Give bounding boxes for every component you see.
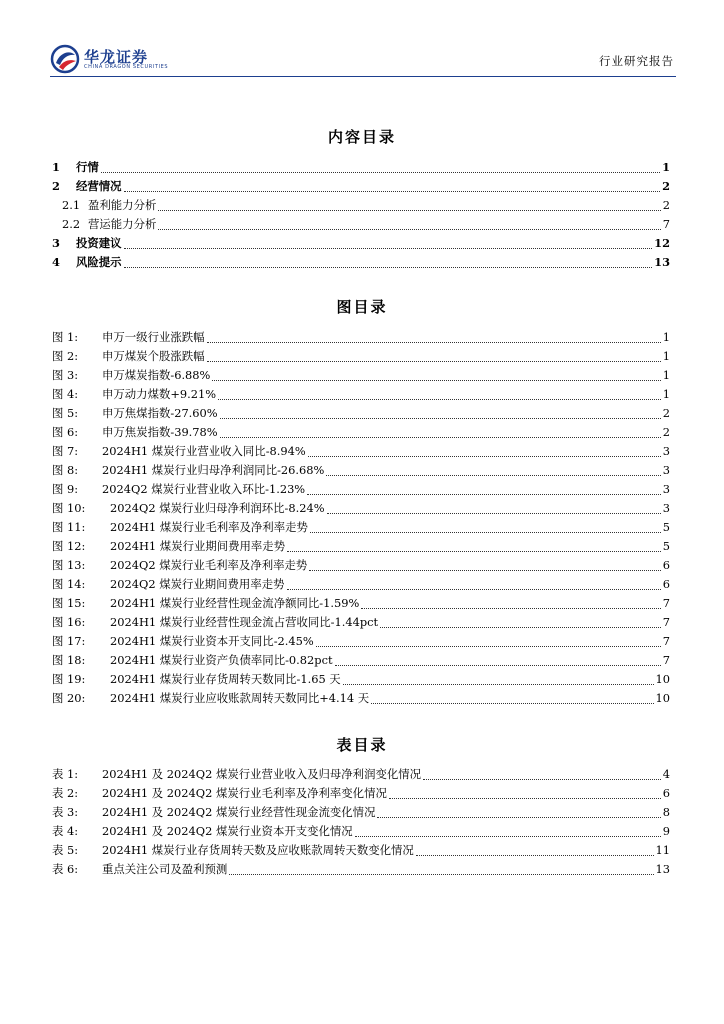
contents-item-label: 盈利能力分析 — [88, 198, 157, 212]
contents-item-number: 2.2 — [62, 217, 81, 231]
figure-page: 1 — [662, 387, 670, 401]
leader-dots — [220, 418, 661, 419]
contents-item-2[interactable] — [52, 180, 670, 193]
table-number: 表 5: — [52, 843, 79, 857]
figure-entry[interactable] — [52, 445, 670, 458]
figure-entry[interactable] — [52, 483, 670, 496]
figure-number: 图 16: — [52, 615, 86, 629]
table-label: 重点关注公司及盈利预测 — [102, 862, 228, 876]
contents-title: 内容目录 — [327, 128, 396, 146]
figure-page: 7 — [662, 615, 670, 629]
figure-page: 10 — [655, 672, 670, 686]
leader-dots — [287, 589, 661, 590]
table-page: 8 — [662, 805, 670, 819]
tables-title: 表目录 — [336, 736, 388, 754]
figure-page: 3 — [662, 501, 670, 515]
table-entry[interactable] — [52, 787, 670, 800]
contents-item-page: 2 — [662, 198, 670, 212]
figure-page: 7 — [662, 653, 670, 667]
leader-dots — [361, 608, 660, 609]
figure-number: 图 8: — [52, 463, 79, 477]
contents-list — [52, 161, 670, 269]
leader-dots — [212, 380, 660, 381]
contents-item-2-1[interactable] — [52, 199, 670, 212]
table-entry[interactable] — [52, 768, 670, 781]
figure-number: 图 6: — [52, 425, 79, 439]
figure-number: 图 3: — [52, 368, 79, 382]
table-number: 表 4: — [52, 824, 79, 838]
figure-page: 1 — [662, 368, 670, 382]
figure-number: 图 15: — [52, 596, 86, 610]
figure-label: 2024Q2 煤炭行业营业收入环比-1.23% — [102, 482, 306, 496]
figure-page: 3 — [662, 463, 670, 477]
figure-page: 10 — [655, 691, 670, 705]
figure-label: 2024Q2 煤炭行业毛利率及净利率走势 — [110, 558, 308, 572]
figure-label: 2024H1 煤炭行业期间费用率走势 — [110, 539, 286, 553]
contents-item-4[interactable] — [52, 256, 670, 269]
leader-dots — [229, 874, 653, 875]
leader-dots — [207, 361, 661, 362]
table-entry[interactable] — [52, 863, 670, 876]
figure-entry[interactable] — [52, 331, 670, 344]
leader-dots — [124, 267, 653, 268]
figure-label: 申万一级行业涨跌幅 — [102, 330, 205, 344]
figure-label: 申万煤炭指数-6.88% — [102, 368, 211, 382]
leader-dots — [307, 494, 661, 495]
figure-page: 7 — [662, 596, 670, 610]
figure-label: 2024H1 煤炭行业资产负债率同比-0.82pct — [110, 653, 333, 667]
figure-entry[interactable] — [52, 407, 670, 420]
figure-number: 图 7: — [52, 444, 79, 458]
figure-page: 3 — [662, 482, 670, 496]
leader-dots — [309, 570, 660, 571]
contents-item-1[interactable] — [52, 161, 670, 174]
contents-item-page: 1 — [662, 160, 670, 174]
table-label: 2024H1 及 2024Q2 煤炭行业营业收入及归母净利润变化情况 — [102, 767, 422, 781]
figures-title: 图目录 — [336, 298, 388, 316]
figure-number: 图 1: — [52, 330, 79, 344]
figure-page: 6 — [662, 577, 670, 591]
figure-entry[interactable] — [52, 692, 670, 705]
figure-number: 图 11: — [52, 520, 86, 534]
contents-item-number: 1 — [52, 160, 60, 174]
page-header — [50, 42, 676, 74]
figure-entry[interactable] — [52, 597, 670, 610]
table-page: 9 — [662, 824, 670, 838]
figure-entry[interactable] — [52, 616, 670, 629]
contents-item-3[interactable] — [52, 237, 670, 250]
figure-label: 申万焦炭指数-39.78% — [102, 425, 218, 439]
figure-entry[interactable] — [52, 559, 670, 572]
figure-entry[interactable] — [52, 464, 670, 477]
figure-number: 图 9: — [52, 482, 79, 496]
logo-english-name: CHINA DRAGON SECURITIES — [84, 64, 169, 70]
figure-number: 图 20: — [52, 691, 86, 705]
figure-entry[interactable] — [52, 426, 670, 439]
leader-dots — [416, 855, 654, 856]
figure-label: 2024H1 煤炭行业应收账款周转天数同比+4.14 天 — [110, 691, 370, 705]
figure-page: 2 — [662, 406, 670, 420]
figure-label: 2024H1 煤炭行业归母净利润同比-26.68% — [102, 463, 325, 477]
contents-item-number: 2 — [52, 179, 60, 193]
figure-number: 图 5: — [52, 406, 79, 420]
contents-item-label: 营运能力分析 — [88, 217, 157, 231]
figure-label: 申万焦煤指数-27.60% — [102, 406, 218, 420]
leader-dots — [343, 684, 654, 685]
table-entry[interactable] — [52, 825, 670, 838]
leader-dots — [158, 210, 660, 211]
leader-dots — [218, 399, 661, 400]
contents-item-number: 4 — [52, 255, 60, 269]
contents-item-number: 2.1 — [62, 198, 81, 212]
contents-item-page: 13 — [654, 255, 670, 269]
leader-dots — [310, 532, 661, 533]
figure-entry[interactable] — [52, 388, 670, 401]
leader-dots — [355, 836, 661, 837]
figure-entry[interactable] — [52, 502, 670, 515]
figure-entry[interactable] — [52, 673, 670, 686]
table-entry[interactable] — [52, 844, 670, 857]
leader-dots — [124, 191, 660, 192]
leader-dots — [287, 551, 661, 552]
leader-dots — [220, 437, 661, 438]
figure-number: 图 10: — [52, 501, 86, 515]
leader-dots — [380, 627, 661, 628]
table-page: 13 — [655, 862, 670, 876]
header-divider — [50, 76, 676, 77]
figure-label: 2024H1 煤炭行业毛利率及净利率走势 — [110, 520, 308, 534]
leader-dots — [327, 513, 661, 514]
figure-page: 3 — [662, 444, 670, 458]
report-type-label: 行业研究报告 — [599, 54, 674, 68]
leader-dots — [371, 703, 653, 704]
contents-item-label: 风险提示 — [76, 255, 122, 269]
table-page: 4 — [662, 767, 670, 781]
figure-label: 2024Q2 煤炭行业期间费用率走势 — [110, 577, 285, 591]
figure-page: 5 — [662, 539, 670, 553]
figure-number: 图 19: — [52, 672, 86, 686]
table-label: 2024H1 及 2024Q2 煤炭行业资本开支变化情况 — [102, 824, 353, 838]
table-number: 表 1: — [52, 767, 79, 781]
table-label: 2024H1 及 2024Q2 煤炭行业经营性现金流变化情况 — [102, 805, 376, 819]
table-number: 表 2: — [52, 786, 79, 800]
contents-item-page: 12 — [654, 236, 670, 250]
leader-dots — [423, 779, 661, 780]
table-number: 表 3: — [52, 805, 79, 819]
company-logo — [50, 44, 170, 74]
figure-label: 申万动力煤数+9.21% — [102, 387, 217, 401]
figure-page: 6 — [662, 558, 670, 572]
table-page: 6 — [662, 786, 670, 800]
figure-page: 1 — [662, 330, 670, 344]
figure-label: 2024Q2 煤炭行业归母净利润环比-8.24% — [110, 501, 325, 515]
figure-number: 图 13: — [52, 558, 86, 572]
leader-dots — [335, 665, 661, 666]
figure-entry[interactable] — [52, 521, 670, 534]
figure-number: 图 17: — [52, 634, 86, 648]
figure-number: 图 14: — [52, 577, 86, 591]
table-number: 表 6: — [52, 862, 79, 876]
figure-entry[interactable] — [52, 369, 670, 382]
contents-item-label: 经营情况 — [76, 179, 122, 193]
figure-entry[interactable] — [52, 540, 670, 553]
figure-entry[interactable] — [52, 635, 670, 648]
leader-dots — [377, 817, 660, 818]
figures-list — [52, 331, 670, 711]
figure-label: 2024H1 煤炭行业存货周转天数同比-1.65 天 — [110, 672, 341, 686]
figure-number: 图 12: — [52, 539, 86, 553]
figure-label: 2024H1 煤炭行业经营性现金流净额同比-1.59% — [110, 596, 360, 610]
leader-dots — [124, 248, 653, 249]
figure-entry[interactable] — [52, 350, 670, 363]
table-page: 11 — [655, 843, 670, 857]
figure-number: 图 2: — [52, 349, 79, 363]
figure-label: 申万煤炭个股涨跌幅 — [102, 349, 205, 363]
leader-dots — [389, 798, 661, 799]
logo-chinese-name: 华龙证券 — [84, 48, 149, 66]
leader-dots — [308, 456, 661, 457]
figure-label: 2024H1 煤炭行业经营性现金流占营收同比-1.44pct — [110, 615, 379, 629]
figure-page: 2 — [662, 425, 670, 439]
figure-number: 图 4: — [52, 387, 79, 401]
tables-list — [52, 768, 670, 882]
leader-dots — [326, 475, 660, 476]
contents-item-page: 2 — [662, 179, 670, 193]
contents-item-2-2[interactable] — [52, 218, 670, 231]
contents-item-page: 7 — [662, 217, 670, 231]
table-entry[interactable] — [52, 806, 670, 819]
leader-dots — [316, 646, 661, 647]
dragon-logo-icon — [50, 44, 80, 74]
contents-item-label: 投资建议 — [76, 236, 122, 250]
figure-label: 2024H1 煤炭行业营业收入同比-8.94% — [102, 444, 306, 458]
leader-dots — [207, 342, 661, 343]
figure-entry[interactable] — [52, 578, 670, 591]
figure-page: 1 — [662, 349, 670, 363]
table-label: 2024H1 及 2024Q2 煤炭行业毛利率及净利率变化情况 — [102, 786, 387, 800]
leader-dots — [158, 229, 660, 230]
contents-item-label: 行情 — [76, 160, 99, 174]
figure-page: 7 — [662, 634, 670, 648]
figure-label: 2024H1 煤炭行业资本开支同比-2.45% — [110, 634, 314, 648]
figure-number: 图 18: — [52, 653, 86, 667]
figure-page: 5 — [662, 520, 670, 534]
leader-dots — [101, 172, 660, 173]
figure-entry[interactable] — [52, 654, 670, 667]
table-label: 2024H1 煤炭行业存货周转天数及应收账款周转天数变化情况 — [102, 843, 414, 857]
contents-item-number: 3 — [52, 236, 60, 250]
